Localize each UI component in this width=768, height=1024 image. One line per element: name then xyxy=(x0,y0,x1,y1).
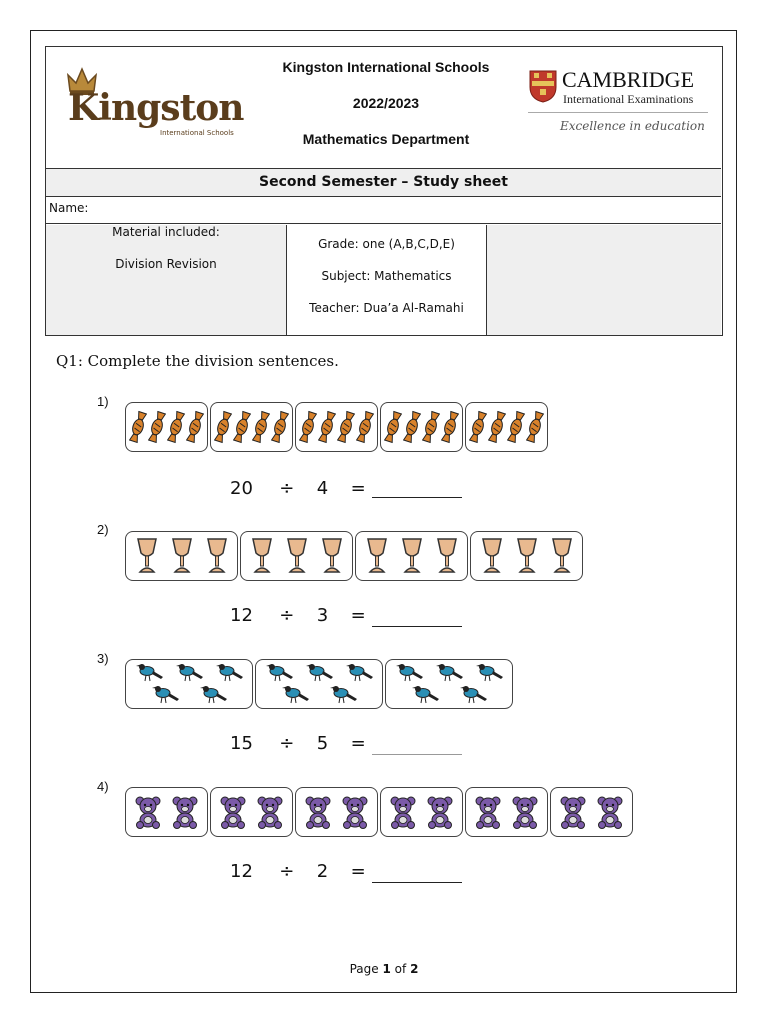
equals-sign: = xyxy=(350,605,366,626)
candy-icon xyxy=(384,410,402,444)
object-group xyxy=(295,787,378,837)
cambridge-tagline: Excellence in education xyxy=(560,119,705,133)
bird-icon xyxy=(299,662,339,684)
teacher: Teacher: Dua’a Al-Ramahi xyxy=(309,301,464,315)
division-sign: ÷ xyxy=(279,605,295,626)
logo-subtext: International Schools xyxy=(160,129,234,137)
object-group xyxy=(125,659,253,709)
problem-number: 1) xyxy=(97,394,109,409)
bird-icon xyxy=(449,684,497,706)
teddy-bear-icon xyxy=(388,795,418,829)
equals-sign: = xyxy=(350,861,366,882)
page-footer xyxy=(0,962,768,976)
object-group xyxy=(465,402,548,452)
blank-cell xyxy=(487,225,721,335)
bird-icon xyxy=(429,662,469,684)
candy-icon xyxy=(441,410,459,444)
goblet-icon xyxy=(321,537,343,575)
bird-icon xyxy=(401,684,449,706)
grade: Grade: one (A,B,C,D,E) xyxy=(318,237,455,251)
candy-icon xyxy=(526,410,544,444)
cambridge-divider xyxy=(528,112,708,113)
teddy-bear-icon xyxy=(340,795,370,829)
divisor: 2 xyxy=(316,861,329,882)
teddy-bear-icon xyxy=(510,795,540,829)
problem-number: 4) xyxy=(97,779,109,794)
kingston-logo xyxy=(60,63,250,143)
bird-icon xyxy=(339,662,379,684)
teddy-bear-icon xyxy=(473,795,503,829)
bird-icon xyxy=(390,662,430,684)
candy-icon xyxy=(337,410,355,444)
page-total: 2 xyxy=(410,962,419,976)
object-group xyxy=(210,787,293,837)
candy-icon xyxy=(422,410,440,444)
bird-icon xyxy=(469,662,509,684)
object-group xyxy=(550,787,633,837)
cambridge-sub: International Examinations xyxy=(563,92,694,106)
page-word: Page xyxy=(349,962,379,976)
teddy-bear-icon xyxy=(558,795,588,829)
sheet-title: Second Semester – Study sheet xyxy=(46,169,721,197)
teddy-bear-icon xyxy=(303,795,333,829)
division-sentence xyxy=(230,478,373,499)
answer-blank[interactable] xyxy=(372,497,462,498)
bird-icon xyxy=(141,684,189,706)
object-group xyxy=(465,787,548,837)
header-table xyxy=(45,46,723,336)
object-group xyxy=(125,787,208,837)
candy-icon xyxy=(507,410,525,444)
teddy-bear-icon xyxy=(218,795,248,829)
candy-icon xyxy=(318,410,336,444)
goblet-icon xyxy=(136,537,158,575)
division-sign: ÷ xyxy=(279,478,295,499)
division-sentence xyxy=(230,605,373,626)
header-top xyxy=(46,47,721,169)
school-year: 2022/2023 xyxy=(352,95,420,111)
object-group xyxy=(380,402,463,452)
object-group xyxy=(125,531,238,581)
info-row xyxy=(46,225,721,335)
divisor: 5 xyxy=(316,733,329,754)
divisor: 3 xyxy=(316,605,329,626)
goblet-icon xyxy=(366,537,388,575)
name-field: Name: xyxy=(46,198,721,224)
object-group xyxy=(210,402,293,452)
bird-icon xyxy=(209,662,249,684)
candy-icon xyxy=(356,410,374,444)
school-info xyxy=(276,59,496,167)
answer-blank[interactable] xyxy=(372,626,462,627)
object-group xyxy=(355,531,468,581)
problem-number: 3) xyxy=(97,651,109,666)
object-group xyxy=(295,402,378,452)
cambridge-logo xyxy=(528,67,718,147)
divisor: 4 xyxy=(316,478,329,499)
goblet-icon xyxy=(436,537,458,575)
department: Mathematics Department xyxy=(302,131,470,147)
division-sentence xyxy=(230,861,373,882)
teddy-bear-icon xyxy=(595,795,625,829)
candy-icon xyxy=(233,410,251,444)
class-info-cell xyxy=(287,225,487,335)
subject: Subject: Mathematics xyxy=(321,269,452,283)
equals-sign: = xyxy=(350,733,366,754)
page-number: 1 xyxy=(382,962,391,976)
candy-icon xyxy=(271,410,289,444)
object-group xyxy=(255,659,383,709)
object-group xyxy=(385,659,513,709)
candy-icon xyxy=(252,410,270,444)
dividend: 12 xyxy=(230,861,253,882)
bird-icon xyxy=(271,684,319,706)
goblet-icon xyxy=(286,537,308,575)
answer-blank[interactable] xyxy=(372,882,462,883)
cambridge-shield-icon xyxy=(528,69,558,103)
division-sign: ÷ xyxy=(279,861,295,882)
goblet-icon xyxy=(551,537,573,575)
object-group xyxy=(380,787,463,837)
teddy-bear-icon xyxy=(170,795,200,829)
division-sentence xyxy=(230,733,373,754)
material-cell xyxy=(46,225,287,335)
cambridge-title: CAMBRIDGE xyxy=(562,67,695,92)
material-label: Material included: xyxy=(112,225,220,239)
division-sign: ÷ xyxy=(279,733,295,754)
bird-icon xyxy=(260,662,300,684)
question-title: Q1: Complete the division sentences. xyxy=(56,352,339,370)
candy-icon xyxy=(148,410,166,444)
object-group xyxy=(470,531,583,581)
candy-icon xyxy=(299,410,317,444)
bird-icon xyxy=(130,662,170,684)
goblet-icon xyxy=(171,537,193,575)
answer-blank[interactable] xyxy=(372,754,462,755)
teddy-bear-icon xyxy=(425,795,455,829)
object-group xyxy=(240,531,353,581)
school-name: Kingston International Schools xyxy=(282,59,490,75)
teddy-bear-icon xyxy=(255,795,285,829)
goblet-icon xyxy=(251,537,273,575)
candy-icon xyxy=(186,410,204,444)
problem-number: 2) xyxy=(97,522,109,537)
bird-icon xyxy=(169,662,209,684)
goblet-icon xyxy=(206,537,228,575)
goblet-icon xyxy=(481,537,503,575)
goblet-icon xyxy=(516,537,538,575)
candy-icon xyxy=(214,410,232,444)
material-value: Division Revision xyxy=(115,257,217,271)
candy-icon xyxy=(403,410,421,444)
dividend: 12 xyxy=(230,605,253,626)
dividend: 20 xyxy=(230,478,253,499)
candy-icon xyxy=(469,410,487,444)
equals-sign: = xyxy=(350,478,366,499)
candy-icon xyxy=(167,410,185,444)
candy-icon xyxy=(129,410,147,444)
logo-text: Kingston xyxy=(68,87,244,129)
goblet-icon xyxy=(401,537,423,575)
teddy-bear-icon xyxy=(133,795,163,829)
of-word: of xyxy=(394,962,407,976)
object-group xyxy=(125,402,208,452)
dividend: 15 xyxy=(230,733,253,754)
candy-icon xyxy=(488,410,506,444)
bird-icon xyxy=(319,684,367,706)
bird-icon xyxy=(189,684,237,706)
